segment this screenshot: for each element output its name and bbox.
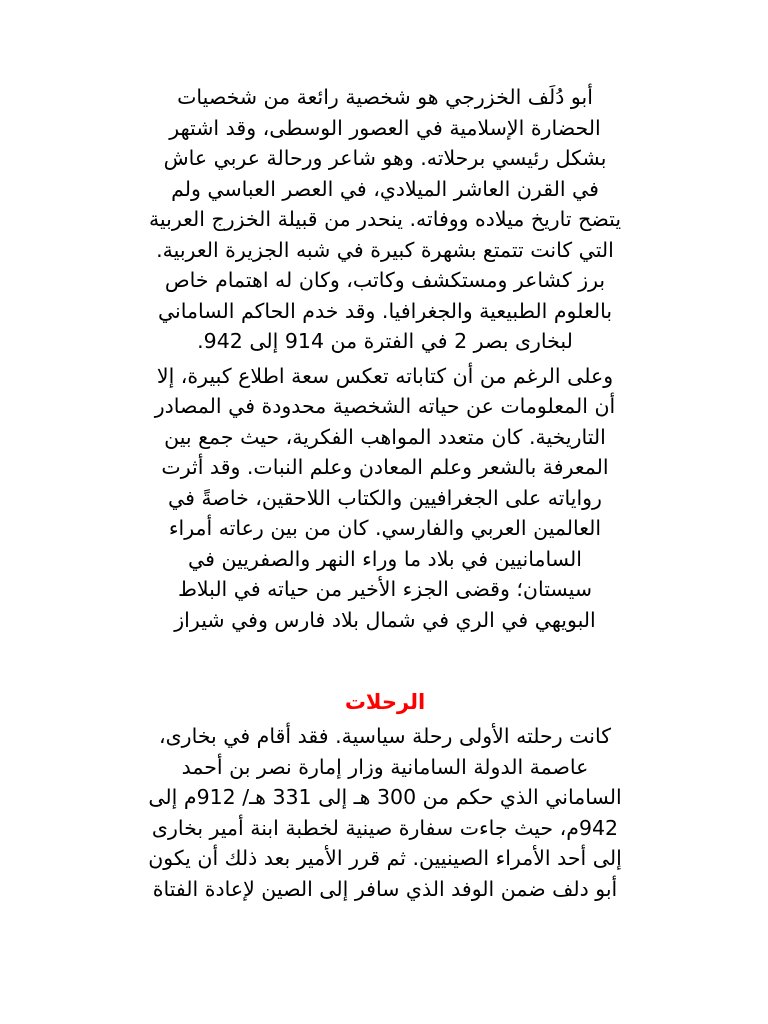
text-line: العالمين العربي والفارسي. كان من بين رعاته أمراء <box>168 516 602 540</box>
text-line: كانت رحلته الأولى رحلة سياسية. فقد أقام في بخارى، <box>159 724 611 748</box>
text-line: بشكل رئيسي برحلاته. وهو شاعر ورحالة عربي عاش <box>163 146 607 170</box>
document-page <box>88 82 682 904</box>
text-line: بالعلوم الطبيعية والجغرافيا. وقد خدم الحاكم الساماني <box>157 298 613 323</box>
text-line: الحضارة الإسلامية في العصور الوسطى، وقد اشتهر <box>169 115 601 140</box>
paragraph-travels <box>88 721 682 904</box>
text-line: عاصمة الدولة السامانية وزار إمارة نصر بن أحمد <box>181 754 589 779</box>
text-line: أن المعلومات عن حياته الشخصية محدودة في المصادر <box>154 394 616 418</box>
text-line: البويهي في الري في شمال بلاد فارس وفي شيراز <box>174 607 596 632</box>
text-line: في القرن العاشر الميلادي، في العصر العباسي ولم <box>171 176 599 201</box>
text-line: الساماني الذي حكم من 300 هـ إلى 331 هـ/ 912م إلى <box>148 785 622 809</box>
text-line: برز كشاعر ومستكشف وكاتب، وكان له اهتمام خاص <box>164 268 606 292</box>
paragraph-biography <box>88 361 682 636</box>
text-line: أبو دلف ضمن الوفد الذي سافر إلى الصين لإعادة الفتاة <box>152 876 618 901</box>
text-line: وعلى الرغم من أن كتاباته تعكس سعة اطلاع كبيرة، إلا <box>156 363 614 388</box>
text-line: سيستان؛ وقضى الجزء الأخير من حياته في البلاط <box>177 577 593 601</box>
text-line: 942م، حيث جاءت سفارة صينية لخطبة ابنة أمير بخارى <box>151 815 619 840</box>
text-line: السامانيين في بلاد ما وراء النهر والصفريين في <box>188 546 582 571</box>
text-line: المعرفة بالشعر وعلم المعادن وعلم النبات. وقد أثرت <box>161 455 609 479</box>
text-line: أبو دُلَف الخزرجي هو شخصية رائعة من شخصيات <box>177 85 593 109</box>
text-line: رواياته على الجغرافيين والكتاب اللاحقين، خاصةً في <box>168 485 602 510</box>
text-line: التاريخية. كان متعدد المواهب الفكرية، حيث جمع بين <box>164 424 606 449</box>
text-line: إلى أحد الأمراء الصينيين. ثم قرر الأمير بعد ذلك أن يكون <box>148 846 622 870</box>
section-heading-travels: الرحلات <box>344 690 426 714</box>
text-line: لبخارى بصر 2 في الفترة من 914 إلى 942. <box>197 329 573 353</box>
paragraph-intro <box>88 82 682 357</box>
text-line: التي كانت تتمتع بشهرة كبيرة في شبه الجزيرة العربية. <box>156 237 614 262</box>
text-line: يتضح تاريخ ميلاده ووفاته. ينحدر من قبيلة الخزرج العربية <box>148 207 622 231</box>
